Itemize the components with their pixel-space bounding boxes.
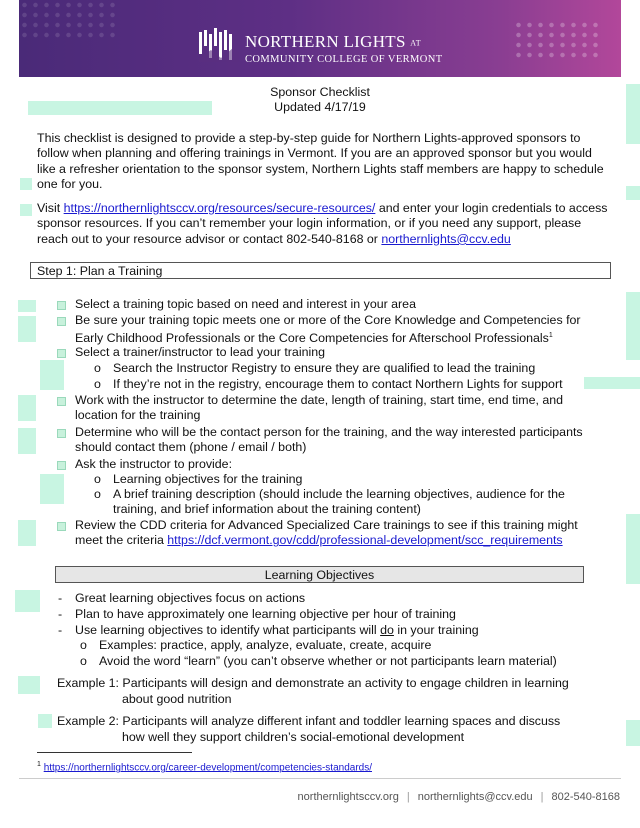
checkbox-icon[interactable] — [57, 522, 66, 531]
highlight-mark — [20, 204, 32, 216]
sub-item: o Examples: practice, apply, analyze, evaluate, create, acquire — [80, 638, 432, 652]
checkbox-icon[interactable] — [57, 429, 66, 438]
highlight-mark — [40, 474, 64, 504]
list-item: Determine who will be the contact person for the training, and the way interested participants should contact them (phone / email / both) — [75, 425, 600, 456]
dot-pattern — [19, 0, 119, 40]
footer-site: northernlightsccv.org — [297, 791, 399, 803]
email-link[interactable]: northernlights@ccv.edu — [381, 231, 511, 246]
checkbox-icon[interactable] — [57, 317, 66, 326]
list-item: Work with the instructor to determine the date, length of training, start time, end time, and location for the training — [75, 393, 600, 424]
highlight-mark — [626, 292, 640, 360]
highlight-mark — [38, 714, 52, 728]
sub-item: o Learning objectives for the training — [94, 472, 303, 486]
highlight-mark — [626, 186, 640, 200]
list-item: Ask the instructor to provide: — [75, 457, 600, 472]
page-title: Sponsor Checklist — [270, 85, 370, 99]
northern-lights-logo-icon — [199, 28, 239, 62]
highlight-mark — [626, 720, 640, 746]
highlight-mark — [626, 514, 640, 584]
highlight-mark — [18, 676, 40, 694]
footnote-rule — [37, 752, 192, 753]
highlight-mark — [40, 360, 64, 390]
list-item: Select a trainer/instructor to lead your training — [75, 345, 600, 360]
updated-date: Updated 4/17/19 — [274, 100, 366, 114]
sub-item: o A brief training description (should include the learning objectives, audience for the training, and brief information about the training content) — [94, 487, 565, 517]
footnote: $^1$ https://northernlightsccv.org/career-development/competencies-standards/ — [37, 761, 372, 774]
visit-paragraph: Visit https://northernlightsccv.org/resources/secure-resources/ and enter your login credentials to access sponsor resources. If you can’t remember your login information, or if you need any support, please reach out to your resource advisor or contact 802-540-8168 or northernlights@ccv.edu — [37, 201, 608, 246]
header-banner — [19, 0, 621, 77]
list-item: Be sure your training topic meets one or more of the Core Knowledge and Competencies for Early Childhood Professionals or the Core Competencies for Afterschool Professionals$^1$ — [75, 313, 600, 347]
highlight-mark — [15, 590, 40, 612]
page-footer: northernlightsccv.org | northernlights@ccv.edu | 802-540-8168 — [297, 791, 620, 803]
example-1-continued: about good nutrition — [122, 692, 232, 706]
logo-college: COMMUNITY COLLEGE OF VERMONT — [245, 54, 443, 65]
example-2-continued: how well they support children’s social-emotional development — [122, 730, 465, 744]
learning-objectives-heading: Learning Objectives — [55, 566, 584, 583]
footer-phone: 802-540-8168 — [551, 791, 620, 803]
scc-requirements-link[interactable]: https://dcf.vermont.gov/cdd/professional-development/scc_requirements — [167, 533, 563, 548]
list-item: Review the CDD criteria for Advanced Specialized Care trainings to see if this training might meet the criteria https://dcf.vermont.gov/cdd/professional-development/scc_requirements — [75, 518, 600, 549]
sub-item: o Search the Instructor Registry to ensure they are qualified to lead the training — [94, 361, 536, 375]
sub-item: o Avoid the word “learn” (you can’t observe whether or not participants learn material) — [80, 654, 557, 668]
sub-item: o If they’re not in the registry, encourage them to contact Northern Lights for support — [94, 377, 563, 391]
highlight-mark — [18, 395, 36, 421]
secure-resources-link[interactable]: https://northernlightsccv.org/resources/secure-resources/ — [63, 201, 376, 215]
checkbox-icon[interactable] — [57, 349, 66, 358]
list-item: - Use learning objectives to identify what participants will do in your training — [58, 623, 479, 637]
footer-rule — [19, 778, 621, 779]
step1-heading: Step 1: Plan a Training — [30, 262, 611, 279]
list-item: - Plan to have approximately one learning objective per hour of training — [58, 607, 456, 621]
checkbox-icon[interactable] — [57, 397, 66, 406]
highlight-mark — [20, 178, 32, 190]
highlight-mark — [18, 316, 36, 342]
competencies-link[interactable]: https://northernlightsccv.org/career-development/competencies-standards/ — [43, 762, 372, 774]
checkbox-icon[interactable] — [57, 301, 66, 310]
example-2: Example 2: Participants will analyze different infant and toddler learning spaces and discuss — [57, 714, 561, 728]
highlight-mark — [18, 300, 36, 312]
highlight-mark — [18, 428, 36, 454]
intro-paragraph: This checklist is designed to provide a step-by-step guide for Northern Lights-approved sponsors to follow when planning and offering trainings in Vermont. If you are an approved sponsor but you would like a refresher orientation to the sponsor system, Northern Lights staff members are happy to schedule one for you. — [37, 131, 604, 192]
example-1: Example 1: Participants will design and demonstrate an activity to engage children in learning — [57, 676, 569, 690]
list-item: - Great learning objectives focus on actions — [58, 591, 306, 605]
dot-pattern — [513, 20, 603, 60]
checkbox-icon[interactable] — [57, 461, 66, 470]
highlight-mark — [18, 520, 36, 546]
list-item: Select a training topic based on need and interest in your area — [75, 297, 600, 312]
logo-name: NORTHERN LIGHTS AT — [245, 32, 422, 51]
footer-email: northernlights@ccv.edu — [417, 791, 533, 803]
